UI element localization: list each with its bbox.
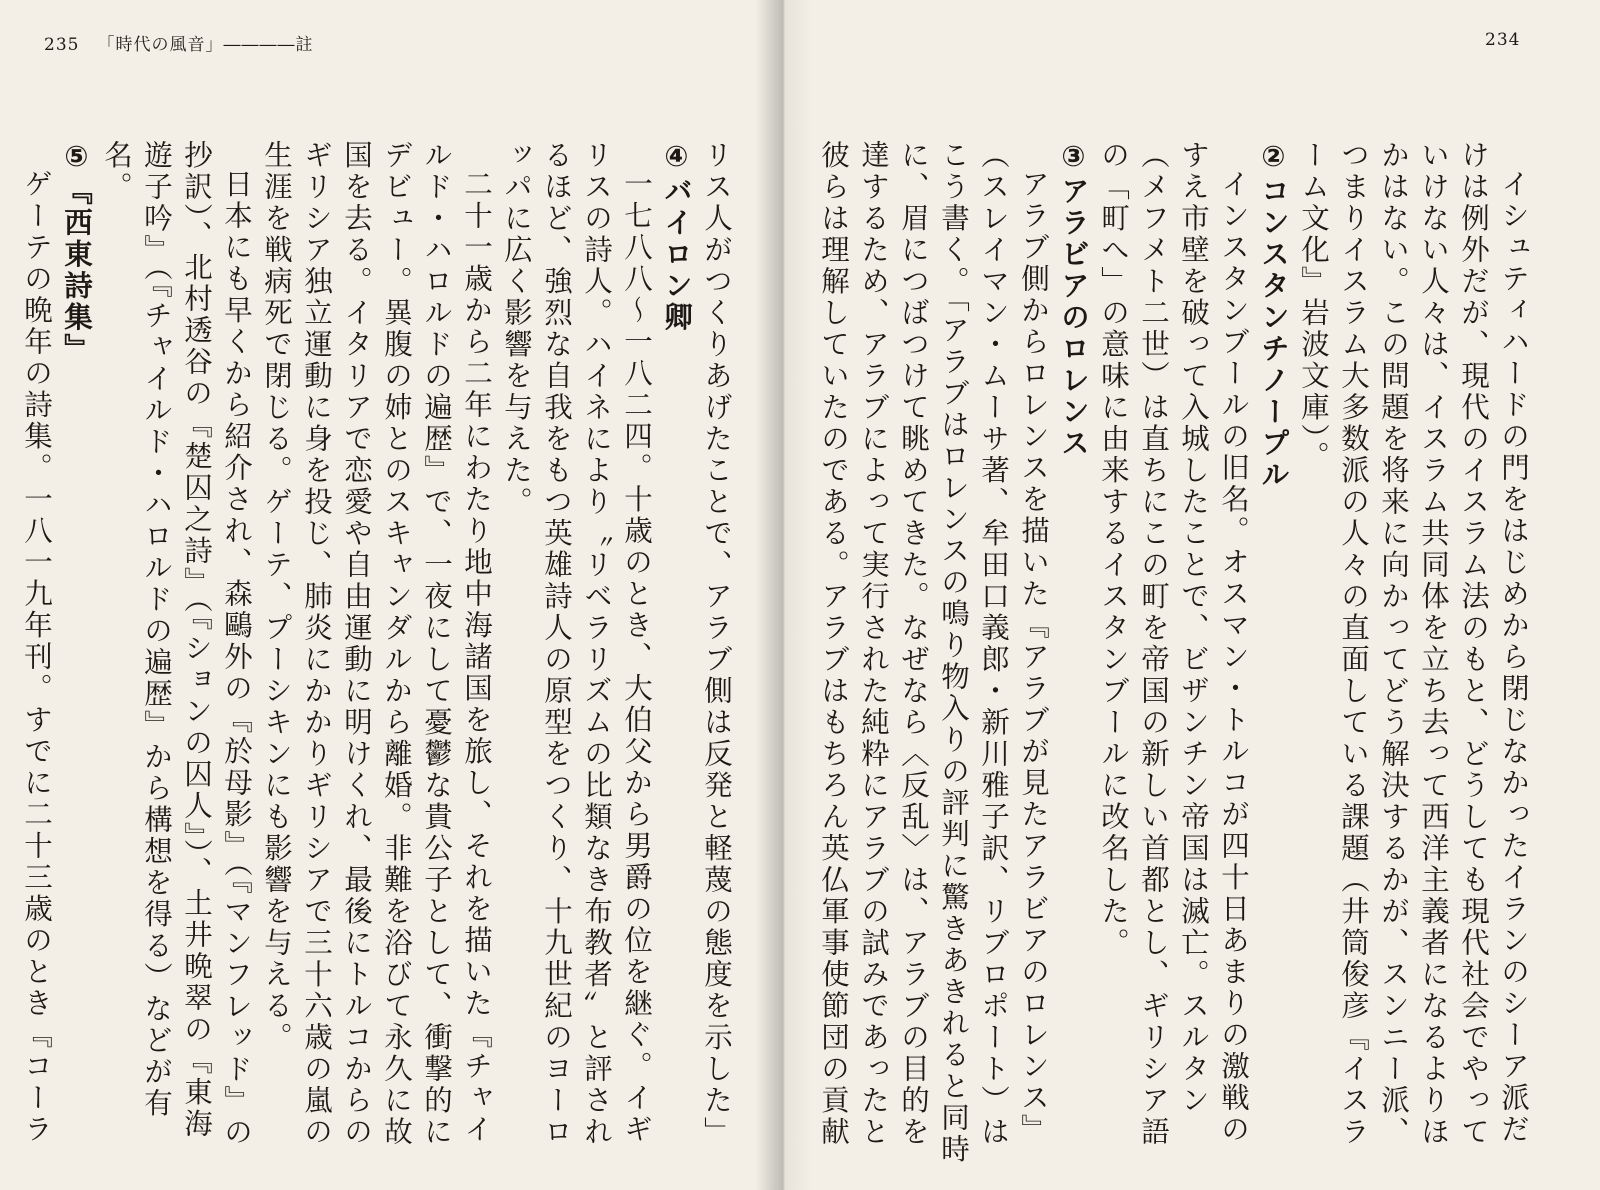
body-paragraph: イシュティハードの門をはじめから閉じなかったイランのシーア派だけは例外だが、現代のイスラム法のもと、どうしても現代社会でやっていけない人々は、イスラム共同体を立ち去って西洋主義者になるよりほかはない。この問題を将来に向かってどう解決するかが、スンニー派、つまりイスラム大多数派の人々の直面している課題（井筒俊彦『イスラーム文化』岩波文庫）。 xyxy=(1297,140,1530,1148)
section-heading: ④バイロン卿 xyxy=(660,140,693,334)
running-head: 「時代の風音」――――註 xyxy=(97,35,314,55)
body-paragraph: アラブ側からロレンスを描いた『アラブが見たアラビアのロレンス』（スレイマン・ムーサ著、牟田口義郎・新川雅子訳、リブロポート）はこう書く。「アラブはロレンスの鳴り物入りの評判に驚きあきれると同時に、眉につばつけて眺めてきた。なぜなら〈反乱〉は、アラブの目的を達するため、アラブによって実行された純粋にアラブの試みであったと彼らは理解していたのである。アラブはもちろん英仏軍事使節団の貢献 xyxy=(817,140,1050,1166)
section-heading: ③アラビアのロレンス xyxy=(1057,140,1090,460)
section-heading: ②コンスタンチノープル xyxy=(1257,140,1290,491)
right-page-header xyxy=(1485,30,1520,50)
left-page xyxy=(0,0,784,1190)
left-page-body xyxy=(16,140,736,1170)
left-page-header xyxy=(44,30,313,55)
right-page-body xyxy=(815,140,1533,1170)
body-paragraph: 日本にも早くから紹介され、森鷗外の『於母影』（『マンフレッド』の抄訳）、北村透谷の『楚囚之詩』（『ションの囚人』）、土井晩翠の『東海遊子吟』（『チャイルド・ハロルドの遍歴』から構想を得る）などが有名。 xyxy=(100,140,253,1148)
body-paragraph: 二十一歳から二年にわたり地中海諸国を旅し、それを描いた『チャイルド・ハロルドの遍歴』で、一夜にして憂鬱な貴公子として、衝撃的にデビュー。異腹の姉とのスキャンダルから離婚。非難を浴びて永久に故国を去る。イタリアで恋愛や自由運動に明けくれ、最後にトルコからのギリシア独立運動に身を投じ、肺炎にかかりギリシアで三十六歳の嵐の生涯を戦病死で閉じる。ゲーテ、プーシキンにも影響を与える。 xyxy=(260,140,493,1148)
left-page-number: 235 xyxy=(44,35,80,55)
body-paragraph: ゲーテの晩年の詩集。一八一九年刊。すでに二十三歳のとき『コーラ xyxy=(20,168,53,1145)
section-heading: ⑤『西東詩集』 xyxy=(60,140,93,365)
right-page-number: 234 xyxy=(1485,30,1521,50)
right-page xyxy=(784,0,1600,1190)
body-paragraph: インスタンブールの旧名。オスマン・トルコが四十日あまりの激戦のすえ市壁を破って入城したことで、ビザンチン帝国は滅亡。スルタン（メフメト二世）は直ちにこの町を帝国の新しい首都とし、ギリシア語の「町へ」の意味に由来するイスタンブールに改名した。 xyxy=(1097,140,1250,1148)
body-paragraph: リス人がつくりあげたことで、アラブ側は反発と軽蔑の態度を示した」 xyxy=(700,140,733,1148)
body-paragraph: 一七八八〜一八二四。十歳のとき、大伯父から男爵の位を継ぐ。イギリスの詩人。ハイネにより〝リベラリズムの比類なき布教者〟と評されるほど、強烈な自我をもつ英雄詩人の原型をつくり、十九世紀のヨーロッパに広く影響を与えた。 xyxy=(500,140,653,1148)
